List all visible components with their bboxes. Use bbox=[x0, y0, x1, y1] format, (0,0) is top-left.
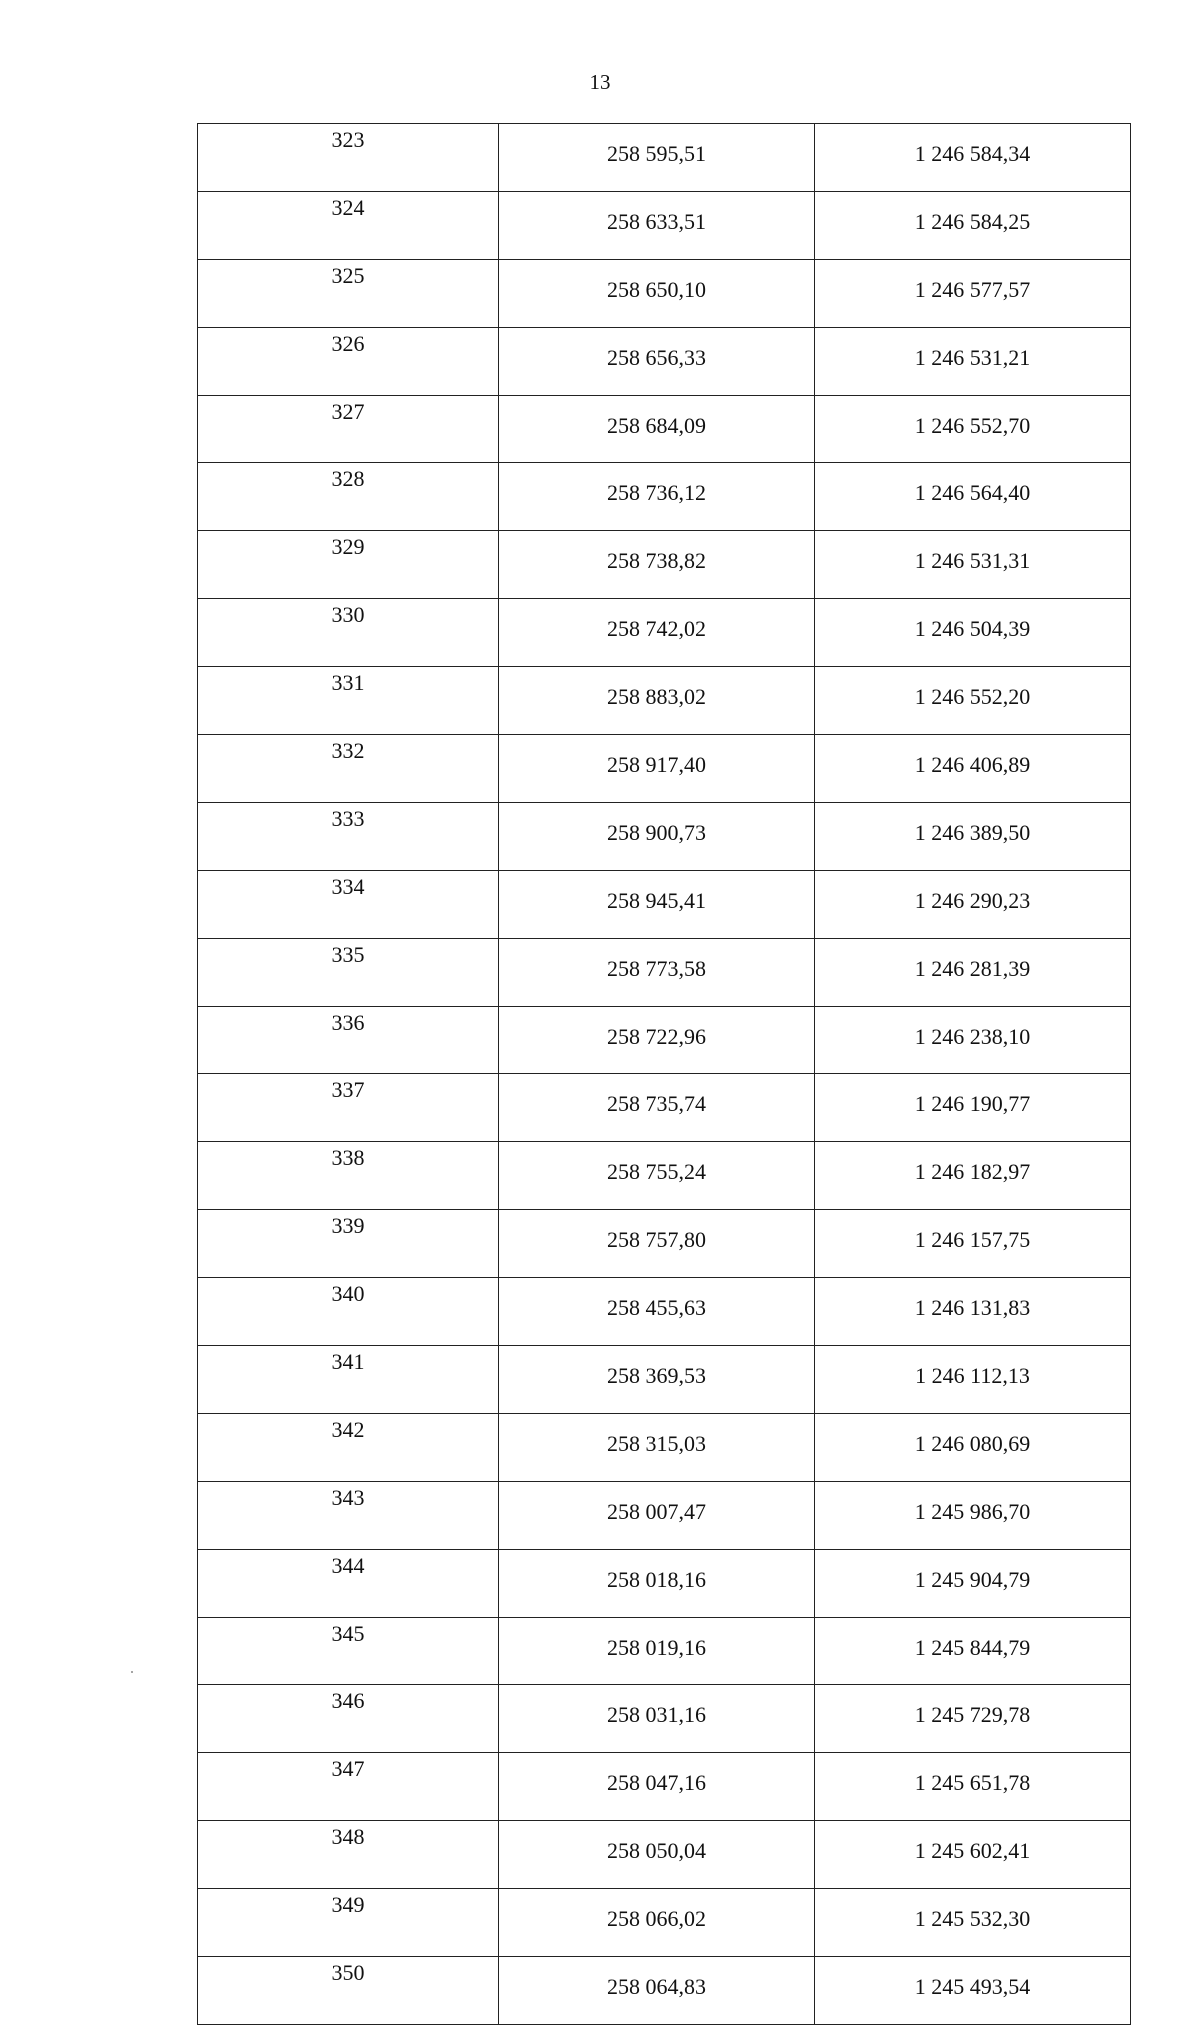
table-row bbox=[198, 1481, 1131, 1549]
point-number-cell: 335 bbox=[198, 938, 499, 1006]
table-row bbox=[198, 938, 1131, 1006]
table-row bbox=[198, 1006, 1131, 1074]
point-number-cell: 340 bbox=[198, 1278, 499, 1346]
y-coordinate-cell: 1 245 729,78 bbox=[815, 1685, 1131, 1753]
x-coordinate-cell: 258 722,96 bbox=[499, 1006, 815, 1074]
table-row bbox=[198, 124, 1131, 192]
point-number-cell: 336 bbox=[198, 1006, 499, 1074]
x-coordinate-cell: 258 742,02 bbox=[499, 599, 815, 667]
table-row bbox=[198, 802, 1131, 870]
y-coordinate-cell: 1 246 290,23 bbox=[815, 870, 1131, 938]
scan-speck bbox=[131, 1671, 133, 1673]
x-coordinate-cell: 258 684,09 bbox=[499, 395, 815, 463]
table-row bbox=[198, 1889, 1131, 1957]
x-coordinate-cell: 258 633,51 bbox=[499, 191, 815, 259]
y-coordinate-cell: 1 246 531,21 bbox=[815, 327, 1131, 395]
point-number-cell: 327 bbox=[198, 395, 499, 463]
point-number-cell: 323 bbox=[198, 124, 499, 192]
y-coordinate-cell: 1 246 080,69 bbox=[815, 1413, 1131, 1481]
point-number-cell: 332 bbox=[198, 735, 499, 803]
point-number-cell: 326 bbox=[198, 327, 499, 395]
x-coordinate-cell: 258 736,12 bbox=[499, 463, 815, 531]
table-row bbox=[198, 1346, 1131, 1414]
table-row bbox=[198, 395, 1131, 463]
y-coordinate-cell: 1 246 531,31 bbox=[815, 531, 1131, 599]
x-coordinate-cell: 258 773,58 bbox=[499, 938, 815, 1006]
point-number-cell: 347 bbox=[198, 1753, 499, 1821]
y-coordinate-cell: 1 245 532,30 bbox=[815, 1889, 1131, 1957]
y-coordinate-cell: 1 245 493,54 bbox=[815, 1957, 1131, 2025]
table-row bbox=[198, 327, 1131, 395]
table-row bbox=[198, 1413, 1131, 1481]
point-number-cell: 333 bbox=[198, 802, 499, 870]
x-coordinate-cell: 258 945,41 bbox=[499, 870, 815, 938]
y-coordinate-cell: 1 246 238,10 bbox=[815, 1006, 1131, 1074]
point-number-cell: 343 bbox=[198, 1481, 499, 1549]
table-row bbox=[198, 1549, 1131, 1617]
table-row bbox=[198, 1821, 1131, 1889]
x-coordinate-cell: 258 047,16 bbox=[499, 1753, 815, 1821]
table-row bbox=[198, 1617, 1131, 1685]
point-number-cell: 329 bbox=[198, 531, 499, 599]
y-coordinate-cell: 1 246 564,40 bbox=[815, 463, 1131, 531]
point-number-cell: 339 bbox=[198, 1210, 499, 1278]
table-row bbox=[198, 1685, 1131, 1753]
y-coordinate-cell: 1 245 904,79 bbox=[815, 1549, 1131, 1617]
page-number: 13 bbox=[589, 70, 611, 94]
point-number-cell: 338 bbox=[198, 1142, 499, 1210]
x-coordinate-cell: 258 007,47 bbox=[499, 1481, 815, 1549]
table-row bbox=[198, 599, 1131, 667]
y-coordinate-cell: 1 246 389,50 bbox=[815, 802, 1131, 870]
x-coordinate-cell: 258 755,24 bbox=[499, 1142, 815, 1210]
point-number-cell: 350 bbox=[198, 1957, 499, 2025]
y-coordinate-cell: 1 246 112,13 bbox=[815, 1346, 1131, 1414]
x-coordinate-cell: 258 656,33 bbox=[499, 327, 815, 395]
x-coordinate-cell: 258 031,16 bbox=[499, 1685, 815, 1753]
point-number-cell: 348 bbox=[198, 1821, 499, 1889]
y-coordinate-cell: 1 246 406,89 bbox=[815, 735, 1131, 803]
y-coordinate-cell: 1 246 504,39 bbox=[815, 599, 1131, 667]
x-coordinate-cell: 258 735,74 bbox=[499, 1074, 815, 1142]
y-coordinate-cell: 1 246 584,25 bbox=[815, 191, 1131, 259]
x-coordinate-cell: 258 064,83 bbox=[499, 1957, 815, 2025]
x-coordinate-cell: 258 900,73 bbox=[499, 802, 815, 870]
point-number-cell: 346 bbox=[198, 1685, 499, 1753]
y-coordinate-cell: 1 245 844,79 bbox=[815, 1617, 1131, 1685]
x-coordinate-cell: 258 455,63 bbox=[499, 1278, 815, 1346]
table-row bbox=[198, 1957, 1131, 2025]
y-coordinate-cell: 1 245 651,78 bbox=[815, 1753, 1131, 1821]
y-coordinate-cell: 1 246 131,83 bbox=[815, 1278, 1131, 1346]
x-coordinate-cell: 258 883,02 bbox=[499, 667, 815, 735]
table-row bbox=[198, 1210, 1131, 1278]
point-number-cell: 334 bbox=[198, 870, 499, 938]
table-row bbox=[198, 870, 1131, 938]
x-coordinate-cell: 258 738,82 bbox=[499, 531, 815, 599]
table-row bbox=[198, 259, 1131, 327]
coordinates-table bbox=[197, 123, 1131, 2025]
x-coordinate-cell: 258 369,53 bbox=[499, 1346, 815, 1414]
y-coordinate-cell: 1 245 602,41 bbox=[815, 1821, 1131, 1889]
x-coordinate-cell: 258 917,40 bbox=[499, 735, 815, 803]
point-number-cell: 344 bbox=[198, 1549, 499, 1617]
x-coordinate-cell: 258 595,51 bbox=[499, 124, 815, 192]
y-coordinate-cell: 1 246 157,75 bbox=[815, 1210, 1131, 1278]
y-coordinate-cell: 1 245 986,70 bbox=[815, 1481, 1131, 1549]
table-row bbox=[198, 1074, 1131, 1142]
table-row bbox=[198, 735, 1131, 803]
point-number-cell: 345 bbox=[198, 1617, 499, 1685]
y-coordinate-cell: 1 246 584,34 bbox=[815, 124, 1131, 192]
table-row bbox=[198, 667, 1131, 735]
x-coordinate-cell: 258 315,03 bbox=[499, 1413, 815, 1481]
y-coordinate-cell: 1 246 552,70 bbox=[815, 395, 1131, 463]
x-coordinate-cell: 258 757,80 bbox=[499, 1210, 815, 1278]
point-number-cell: 337 bbox=[198, 1074, 499, 1142]
y-coordinate-cell: 1 246 552,20 bbox=[815, 667, 1131, 735]
point-number-cell: 331 bbox=[198, 667, 499, 735]
y-coordinate-cell: 1 246 182,97 bbox=[815, 1142, 1131, 1210]
x-coordinate-cell: 258 019,16 bbox=[499, 1617, 815, 1685]
x-coordinate-cell: 258 650,10 bbox=[499, 259, 815, 327]
point-number-cell: 328 bbox=[198, 463, 499, 531]
table-row bbox=[198, 531, 1131, 599]
table-row bbox=[198, 191, 1131, 259]
x-coordinate-cell: 258 066,02 bbox=[499, 1889, 815, 1957]
table-row bbox=[198, 1142, 1131, 1210]
y-coordinate-cell: 1 246 577,57 bbox=[815, 259, 1131, 327]
point-number-cell: 341 bbox=[198, 1346, 499, 1414]
point-number-cell: 349 bbox=[198, 1889, 499, 1957]
table-row bbox=[198, 463, 1131, 531]
point-number-cell: 342 bbox=[198, 1413, 499, 1481]
point-number-cell: 330 bbox=[198, 599, 499, 667]
x-coordinate-cell: 258 050,04 bbox=[499, 1821, 815, 1889]
table-row bbox=[198, 1278, 1131, 1346]
y-coordinate-cell: 1 246 281,39 bbox=[815, 938, 1131, 1006]
y-coordinate-cell: 1 246 190,77 bbox=[815, 1074, 1131, 1142]
x-coordinate-cell: 258 018,16 bbox=[499, 1549, 815, 1617]
coordinates-table-body bbox=[198, 124, 1131, 2025]
point-number-cell: 324 bbox=[198, 191, 499, 259]
table-row bbox=[198, 1753, 1131, 1821]
point-number-cell: 325 bbox=[198, 259, 499, 327]
